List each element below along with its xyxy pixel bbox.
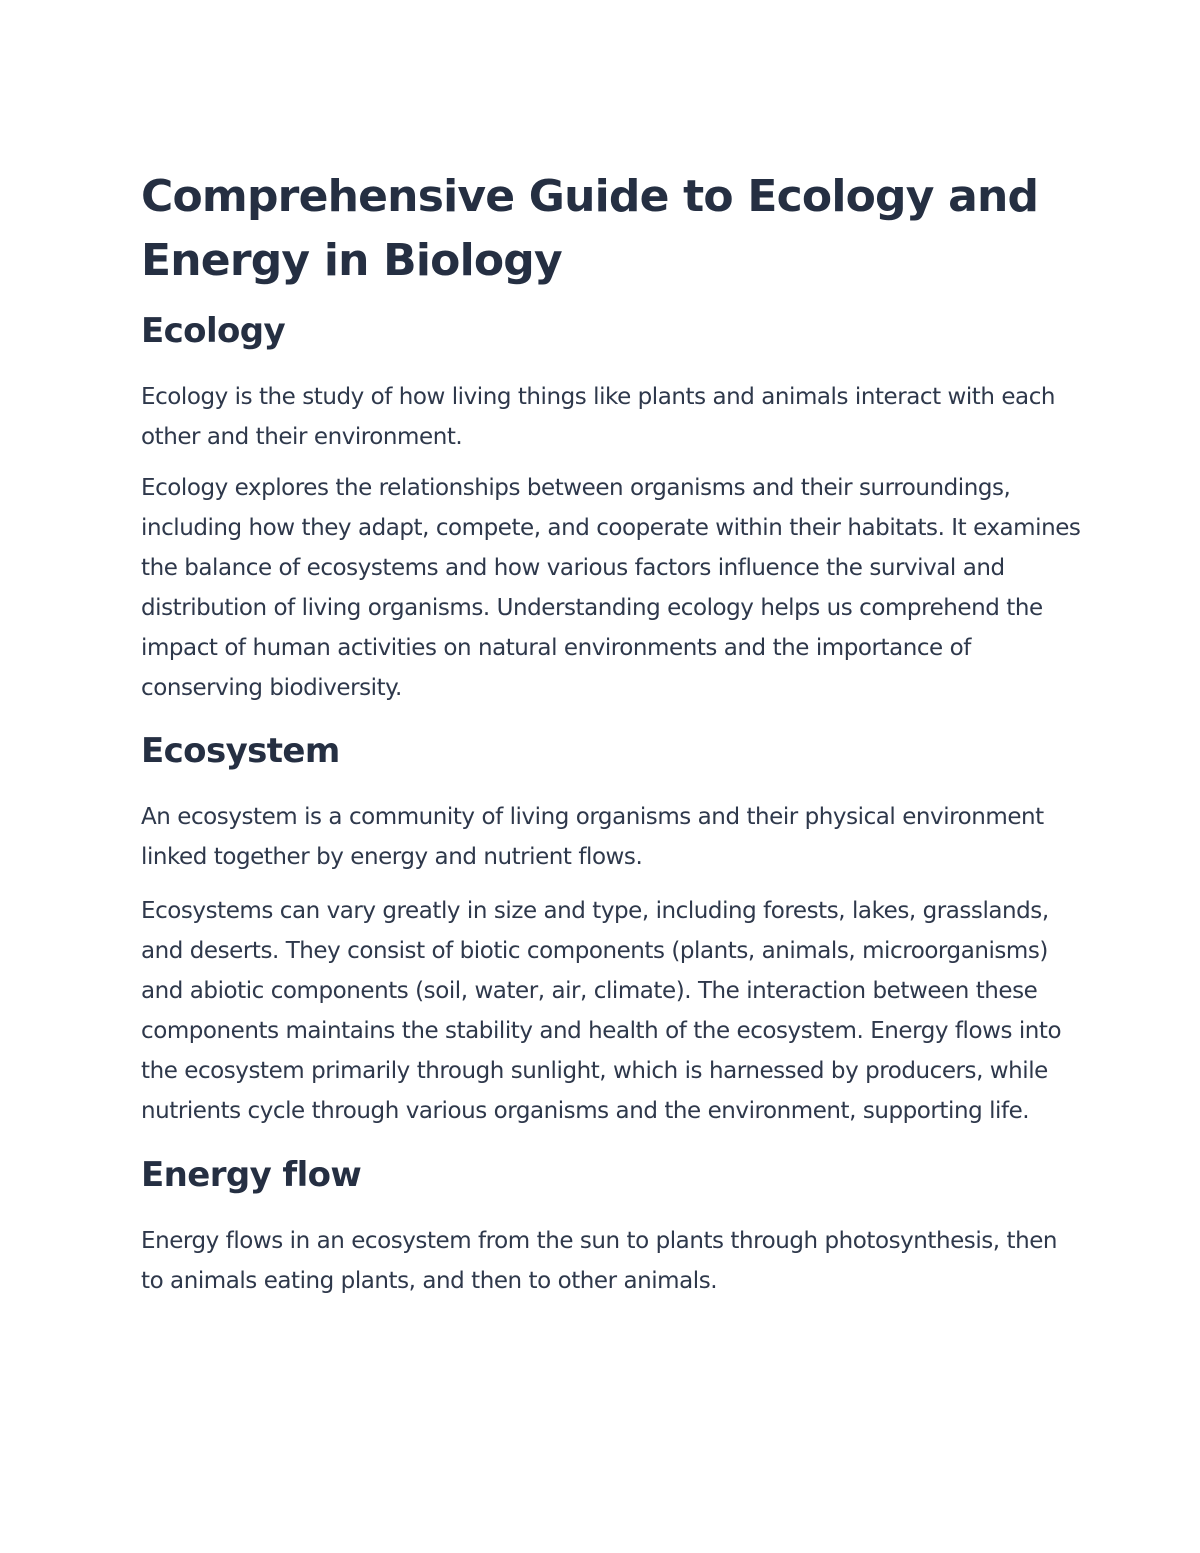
energy-flow-definition-paragraph: Energy flows in an ecosystem from the sun to plants through photosynthesis, then to animals eating plants, and then to other animals.	[141, 1228, 1058, 1294]
ecology-detail-paragraph: Ecology explores the relationships between organisms and their surroundings, including how they adapt, compete, and cooperate within their habitats. It examines the balance of ecosystems and how various factors influence the survival and distribution of living organisms. Understanding ecology helps us comprehend the impact of human activities on natural environments and the importance of conserving biodiversity.	[141, 475, 1081, 701]
section-heading-energy-flow: Energy flow	[141, 1155, 362, 1195]
section-heading-ecology: Ecology	[141, 311, 286, 351]
document-title: Comprehensive Guide to Ecology and Energy in Biology	[141, 171, 1039, 286]
section-heading-ecosystem: Ecosystem	[141, 731, 340, 771]
ecosystem-detail-paragraph: Ecosystems can vary greatly in size and type, including forests, lakes, grasslands, and deserts. They consist of biotic components (plants, animals, microorganisms) and abiotic components (soil, water, air, climate). The interaction between these components maintains the stability and health of the ecosystem. Energy flows into the ecosystem primarily through sunlight, which is harnessed by producers, while nutrients cycle through various organisms and the environment, supporting life.	[141, 898, 1062, 1124]
document-page	[141, 165, 1081, 1301]
ecology-definition-paragraph: Ecology is the study of how living things like plants and animals interact with each other and their environment.	[141, 384, 1056, 450]
ecosystem-definition-paragraph: An ecosystem is a community of living organisms and their physical environment linked together by energy and nutrient flows.	[141, 804, 1044, 870]
